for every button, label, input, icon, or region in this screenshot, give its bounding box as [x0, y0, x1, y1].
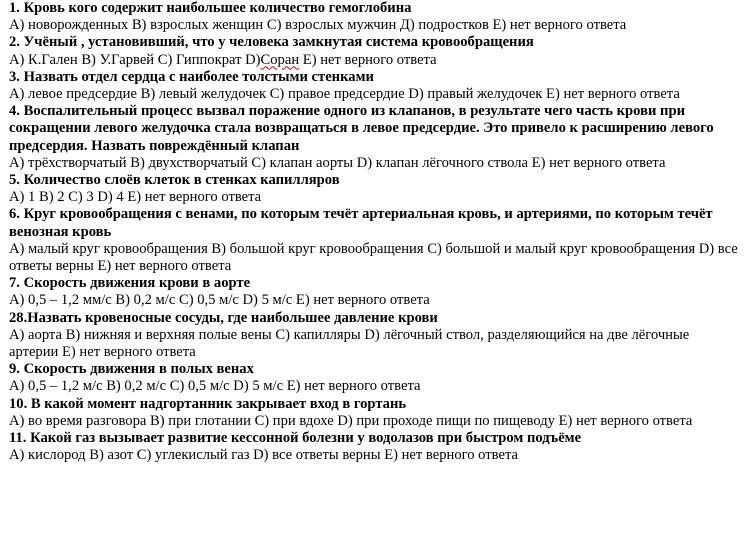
- answer-options: [9, 52, 741, 69]
- answer-options: A) во время разговора B) при глотании C) при вдохе D) при проходе пищи по пищеводу E) нет верного ответа: [9, 412, 693, 429]
- question-text: 3. Назвать отдел сердца с наиболее толстыми стенками: [9, 68, 374, 85]
- answer-options: A) 0,5 – 1,2 м/с B) 0,2 м/с C) 0,5 м/с D) 5 м/с E) нет верного ответа: [9, 378, 421, 395]
- question-11: [9, 430, 741, 464]
- question-1: [9, 0, 741, 34]
- question-4: [9, 103, 741, 172]
- question-3: [9, 69, 741, 103]
- question-text: 5. Количество слоёв клеток в стенках капилляров: [9, 172, 340, 189]
- question-text: 11. Какой газ вызывает развитие кессонной болезни у водолазов при быстром подъёме: [9, 430, 582, 447]
- question-text: 4. Воспалительный процесс вызвал поражение одного из клапанов, в результате чего часть крови при сокращении левого желудочка стала возвращаться в левое предсердие. Это привело к расширению левого предсердия. Назвать повреждённый клапан: [9, 103, 714, 154]
- question-text: 6. Круг кровообращения с венами, по которым течёт артериальная кровь, и артериями, по которым течёт венозная кровь: [9, 206, 713, 240]
- answer-options-start: A) К.Гален B) У.Гарвей C) Гиппократ D): [9, 51, 261, 68]
- answer-options: A) новорожденных B) взрослых женщин C) взрослых мужчин Д) подростков E) нет верного ответа: [9, 17, 627, 34]
- spellcheck-marked-word: Соран: [260, 51, 300, 68]
- question-text: 9. Скорость движения в полых венах: [9, 361, 254, 378]
- question-7: [9, 275, 741, 309]
- question-5: [9, 172, 741, 206]
- answer-options: A) малый круг кровообращения B) большой круг кровообращения C) большой и малый круг кровообращения D) все ответы верны E) нет верного ответа: [9, 240, 738, 275]
- question-text: 1. Кровь кого содержит наибольшее количество гемоглобина: [9, 0, 412, 16]
- answer-options: A) левое предсердие B) левый желудочек C) правое предсердие D) правый желудочек E) нет верного ответа: [9, 86, 680, 103]
- question-text: 7. Скорость движения крови в аорте: [9, 275, 251, 292]
- question-text: 10. В какой момент надгортанник закрывает вход в гортань: [9, 395, 407, 412]
- question-text: 28.Назвать кровеносные сосуды, где наибольшее давление крови: [9, 309, 438, 326]
- answer-options: A) кислород B) азот C) углекислый газ D) все ответы верны E) нет верного ответа: [9, 447, 518, 464]
- answer-options: A) трёхстворчатый B) двухстворчатый C) клапан аорты D) клапан лёгочного ствола E) нет верного ответа: [9, 154, 666, 171]
- question-10: [9, 396, 741, 430]
- question-2: [9, 34, 741, 68]
- answer-options: A) 0,5 – 1,2 мм/с B) 0,2 м/с C) 0,5 м/с D) 5 м/с E) нет верного ответа: [9, 292, 430, 309]
- answer-options: A) аорта B) нижняя и верхняя полые вены C) капилляры D) лёгочный ствол, разделяющийся на две лёгочные артерии E) нет верного ответа: [9, 326, 690, 361]
- answer-options: A) 1 B) 2 C) 3 D) 4 E) нет верного ответа: [9, 189, 262, 206]
- question-9: [9, 361, 741, 395]
- question-text: 2. Учёный , установивший, что у человека замкнутая система кровообращения: [9, 34, 534, 51]
- question-28: [9, 310, 741, 362]
- answer-options-end: E) нет верного ответа: [299, 51, 437, 68]
- question-6: [9, 206, 741, 275]
